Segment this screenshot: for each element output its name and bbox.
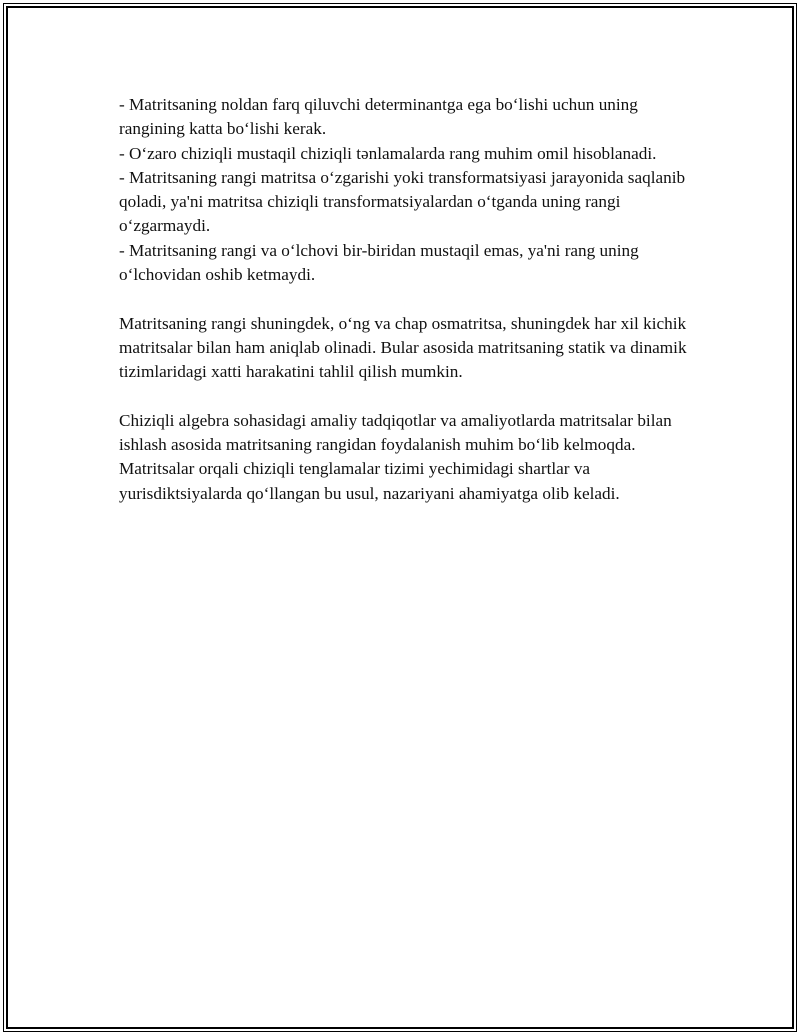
- bullet-list: [119, 93, 694, 287]
- list-item: - Matritsaning rangi va o‘lchovi bir-biridan mustaqil emas, ya'ni rang uning o‘lchovidan oshib ketmaydi.: [119, 240, 639, 285]
- paragraph-applied-research: Chiziqli algebra sohasidagi amaliy tadqiqotlar va amaliyotlarda matritsalar bilan ishlash asosida matritsaning rangidan foydalanish muhim bo‘lib kelmoqda. Matritsalar orqali chiziqli tenglamalar tizimi yechimidagi shartlar va yurisdiktsiyalarda qo‘llangan bu usul, nazariyani ahamiyatga olib keladi.: [119, 410, 672, 503]
- paragraph-rank-submatrices: Matritsaning rangi shuningdek, o‘ng va chap osmatritsa, shuningdek har xil kichik matritsalar bilan ham aniqlab olinadi. Bular asosida matritsaning statik va dinamik tizimlaridagi xatti harakatini tahlil qilish mumkin.: [119, 313, 687, 382]
- document-body: [119, 93, 694, 506]
- list-item: - Matritsaning rangi matritsa o‘zgarishi yoki transformatsiyasi jarayonida saqlanib qoladi, ya'ni matritsa chiziqli transformatsiyalardan o‘tganda uning rangi o‘zgarmaydi.: [119, 167, 686, 236]
- list-item: - O‘zaro chiziqli mustaqil chiziqli tənlamalarda rang muhim omil hisoblanadi.: [119, 143, 657, 163]
- list-item: - Matritsaning noldan farq qiluvchi determinantga ega bo‘lishi uchun uning rangining katta bo‘lishi kerak.: [119, 95, 638, 139]
